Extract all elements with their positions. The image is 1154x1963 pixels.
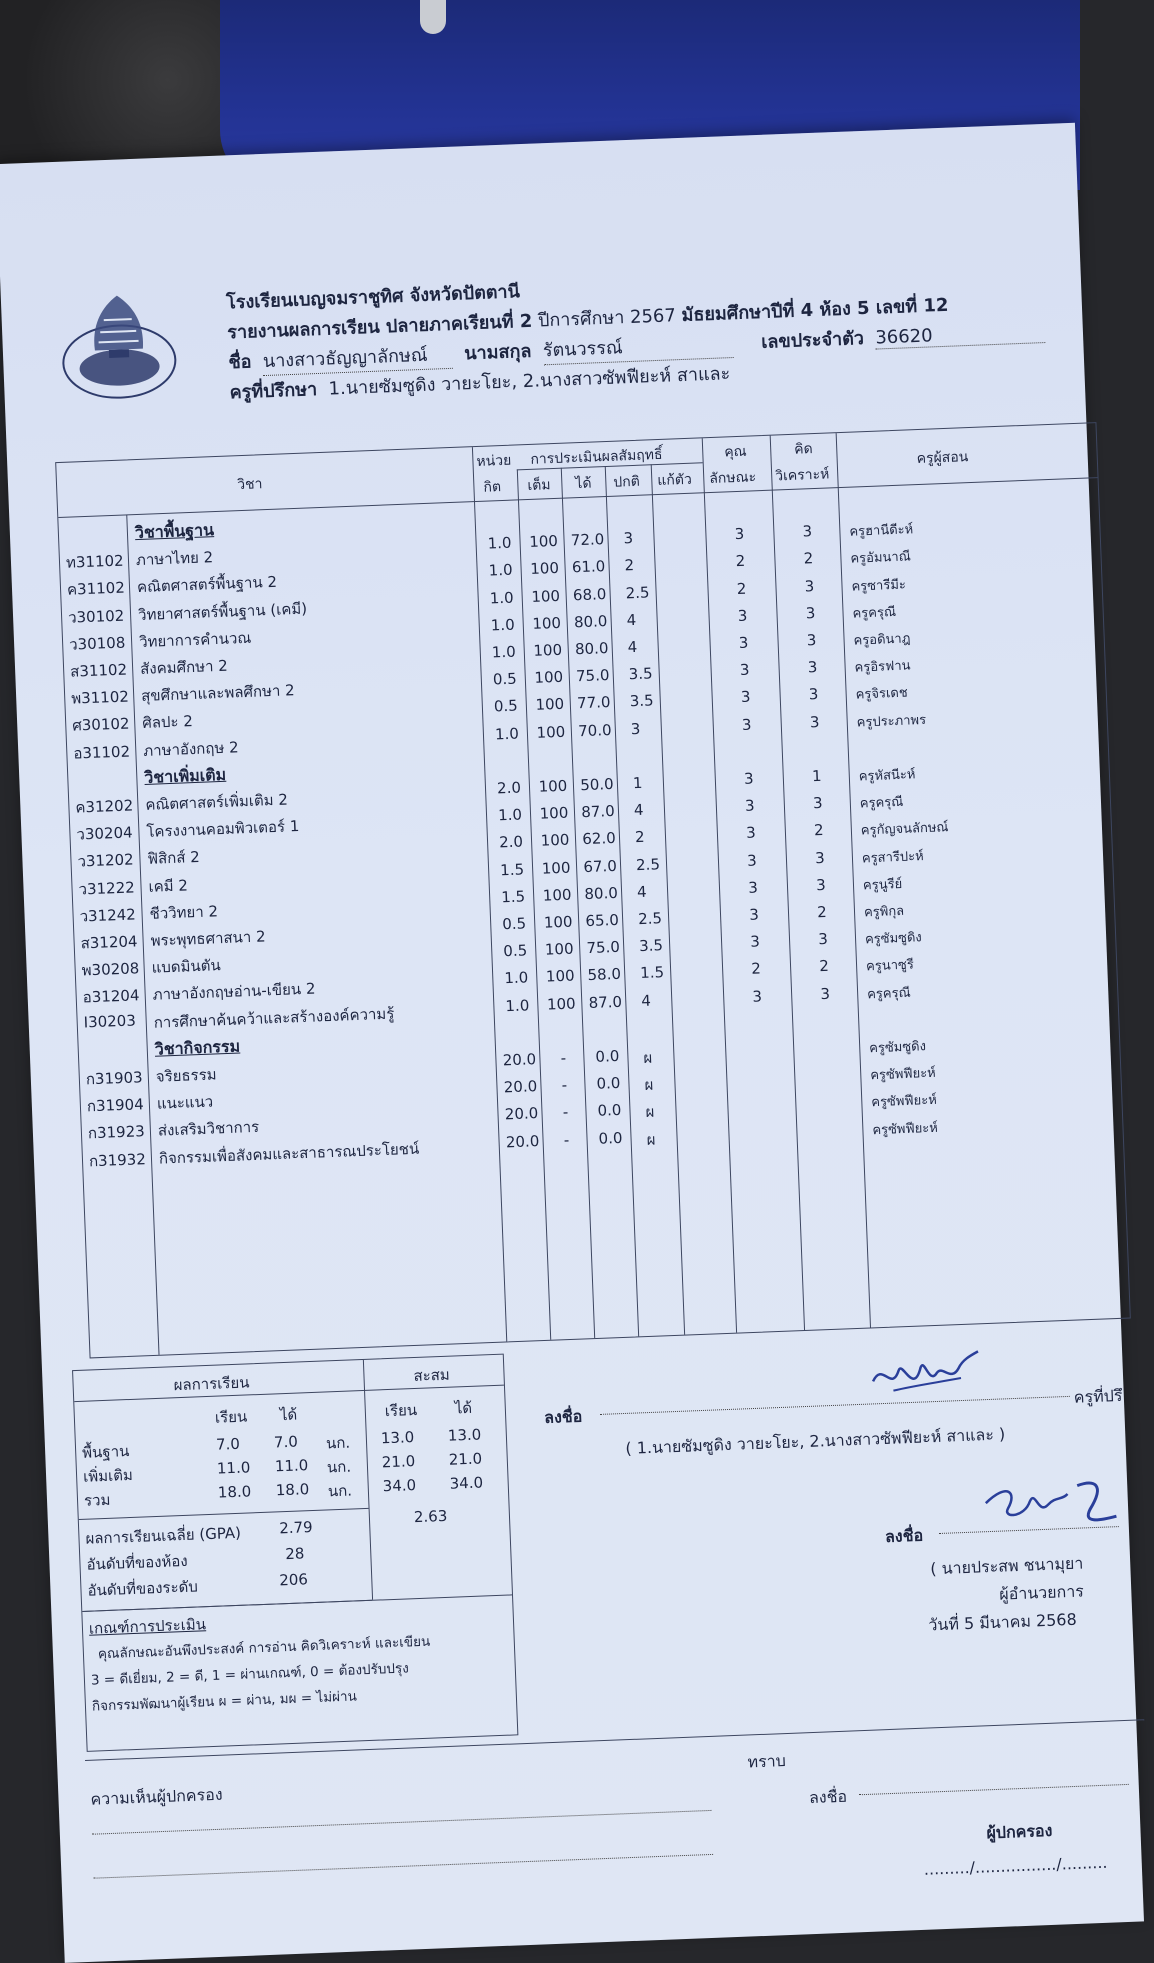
grade: ผ: [644, 1075, 654, 1095]
criteria-line1: คุณลักษณะอันพึงประสงค์ การอ่าน คิดวิเคราะห์ และเขียน: [97, 1633, 431, 1663]
header-assessment: การประเมินผลสัมฤทธิ์: [530, 446, 663, 468]
summary-col-got: ได้: [279, 1405, 298, 1425]
subject-name: วิทยาศาสตร์พื้นฐาน (เคมี): [137, 599, 308, 624]
quality-score: 3: [747, 878, 759, 897]
teacher-name: ครูนูรีย์: [862, 876, 903, 894]
credit-units: 1.0: [504, 968, 529, 988]
score: 77.0: [576, 693, 611, 713]
subject-code: ว31222: [78, 877, 136, 899]
subject-name: โครงงานคอมพิวเตอร์ 1: [146, 817, 300, 842]
subject-code: ก31932: [88, 1149, 147, 1170]
header-normal: ปกติ: [613, 473, 641, 491]
subject-name: คณิตศาสตร์เพิ่มเติม 2: [145, 790, 289, 814]
score: 75.0: [586, 938, 621, 958]
credit-units: 0.5: [503, 941, 528, 961]
summary-col-acc-study: เรียน: [384, 1400, 418, 1421]
teacher-name: ครูซัพฟียะห์: [872, 1120, 939, 1138]
grade: 3: [623, 529, 634, 548]
score: 80.0: [573, 611, 608, 632]
score: 58.0: [587, 965, 622, 985]
subject-code: ค31202: [75, 796, 134, 817]
analyze-score: 3: [812, 794, 823, 813]
credit-units: 1.0: [497, 805, 523, 825]
header-unit-bottom: กิต: [483, 479, 502, 496]
teacher-name: ครูซัพฟียะห์: [871, 1093, 938, 1111]
subject-code: ก31903: [85, 1068, 144, 1089]
summary-acc-got: 34.0: [449, 1473, 484, 1493]
teacher-name: ครูสารีปะห์: [861, 848, 924, 867]
rank-room-label: อันดับที่ของห้อง: [86, 1551, 189, 1574]
credit-units: 20.0: [503, 1077, 538, 1097]
subject-code: อ31102: [73, 742, 131, 763]
parent-opinion-line1: [92, 1810, 712, 1835]
teacher-name: ครูครุณี: [852, 604, 897, 622]
name-label: ชื่อ: [228, 351, 252, 374]
summary-col-acc-got: ได้: [454, 1398, 473, 1418]
analyze-score: [799, 1038, 855, 1040]
parent-role: ผู้ปกครอง: [986, 1820, 1053, 1843]
subject-code: ว30102: [67, 606, 125, 627]
teacher-name: ครูซัมซูดิง: [869, 1039, 927, 1057]
director-handwritten-signature: [977, 1468, 1120, 1543]
teacher-name: ครูครุณี: [859, 795, 904, 812]
grade: 2.5: [625, 583, 650, 602]
full-score: 100: [538, 776, 568, 796]
quality-score: 3: [740, 688, 751, 707]
teacher-name: ครูนาซูรี: [865, 957, 915, 975]
analyze-score: [801, 1092, 857, 1094]
header-subject: วิชา: [236, 476, 263, 494]
header-full: เต็ม: [527, 477, 551, 495]
student-surname: รัตนวรรณ์: [542, 328, 733, 365]
summary-study: 18.0: [217, 1482, 252, 1502]
teacher-name: ครูอิรฟาน: [854, 658, 911, 676]
gpa-value: 2.79: [278, 1518, 313, 1538]
credit-units: 1.0: [487, 533, 512, 553]
analyze-score: [802, 1119, 858, 1121]
credit-units: 2.0: [498, 832, 524, 852]
header-revised: แก้ตัว: [657, 471, 693, 490]
header-got: ได้: [575, 475, 592, 493]
subject-name: คณิตศาสตร์พื้นฐาน 2: [136, 573, 278, 597]
teacher-name: ครูประภาพร: [856, 712, 927, 731]
score: 80.0: [574, 639, 609, 659]
full-score: 100: [543, 912, 573, 932]
director-role: ผู้อำนวยการ: [998, 1581, 1085, 1604]
quality-score: 3: [737, 606, 748, 625]
subject-name: แบดมินตัน: [151, 956, 222, 977]
grade: 4: [633, 800, 644, 820]
subject-code: อ31204: [82, 986, 140, 1007]
full-score: 100: [546, 994, 576, 1014]
summary-got: 11.0: [274, 1456, 309, 1476]
analyze-score: 3: [802, 522, 813, 541]
grade: ผ: [645, 1103, 655, 1122]
header-analyze-top: คิด: [793, 441, 814, 458]
credit-units: 1.0: [494, 724, 520, 744]
summary-row-label: รวม: [83, 1490, 111, 1510]
subject-name: ภาษาอังกฤษอ่าน-เขียน 2: [152, 979, 316, 1005]
score: 0.0: [595, 1046, 620, 1066]
full-score: 100: [535, 695, 565, 715]
summary-unit: นก.: [326, 1457, 352, 1477]
subject-code: ส31102: [69, 660, 128, 681]
score: 67.0: [583, 856, 618, 876]
analyze-score: 3: [807, 658, 818, 677]
summary-study: 11.0: [216, 1458, 251, 1478]
teacher-name: ครูพิกุล: [863, 903, 905, 921]
analyze-score: [800, 1065, 856, 1067]
full-score: 100: [534, 667, 564, 688]
grade: 4: [627, 637, 638, 657]
credit-units: 1.0: [489, 588, 514, 608]
student-name: นางสาวธัญญาลักษณ์: [262, 339, 453, 376]
advisor-sign-label: ลงชื่อ: [543, 1406, 583, 1428]
subject-name: กิจกรรมเพื่อสังคมและสาธารณประโยชน์: [158, 1139, 420, 1168]
score: 87.0: [580, 802, 616, 822]
section-title: วิชาพื้นฐาน: [134, 520, 215, 543]
summary-unit: นก.: [325, 1433, 351, 1453]
subject-code: พ31102: [70, 687, 130, 708]
criteria-title: เกณฑ์การประเมิน: [88, 1615, 207, 1638]
criteria-line3: กิจกรรมพัฒนาผู้เรียน ผ = ผ่าน, มผ = ไม่ผ่าน: [91, 1688, 358, 1715]
school-emblem-icon: [57, 287, 181, 408]
subject-name: ภาษาอังกฤษ 2: [142, 737, 239, 760]
full-score: 100: [545, 966, 575, 987]
full-score: 100: [533, 640, 563, 660]
analyze-score: 3: [806, 631, 817, 650]
credit-units: 2.0: [496, 778, 522, 798]
quality-score: 3: [745, 823, 757, 843]
full-score: 100: [532, 613, 562, 633]
subject-name: ศิลปะ 2: [141, 712, 194, 733]
summary-row-label: พื้นฐาน: [81, 1442, 130, 1462]
score: 0.0: [597, 1101, 622, 1121]
summary-title-result: ผลการเรียน: [173, 1373, 250, 1395]
subject-code: ก31904: [86, 1095, 145, 1116]
advisor-names: 1.นายซัมซูดิง วายะโยะ, 2.นางสาวซัพฟียะห์ สาและ: [328, 363, 731, 400]
summary-row-label: เพิ่มเติม: [82, 1465, 134, 1486]
quality-score: 3: [746, 851, 758, 870]
header-quality-top: คุณ: [723, 443, 747, 461]
grade: 4: [640, 991, 652, 1010]
score: 68.0: [572, 584, 607, 604]
criteria-line2: 3 = ดีเยี่ยม, 2 = ดี, 1 = ผ่านเกณฑ์, 0 = ต้องปรับปรุง: [90, 1660, 410, 1689]
director-name: ( นายประสพ ชนามุยา: [929, 1553, 1084, 1579]
summary-acc-got: 13.0: [447, 1425, 482, 1445]
quality-score: 3: [749, 932, 761, 951]
grade: 3: [630, 719, 641, 738]
summary-acc-study: 21.0: [381, 1452, 416, 1472]
credit-units: 1.5: [500, 887, 526, 907]
analyze-score: 2: [816, 902, 828, 922]
quality-score: [732, 1068, 788, 1070]
teacher-name: ครูฮานีดีะห์: [849, 522, 914, 540]
score: 70.0: [577, 720, 612, 740]
section-title: วิชากิจกรรม: [154, 1036, 241, 1059]
analyze-score: 2: [818, 957, 830, 976]
full-score: 100: [536, 722, 566, 742]
score: 61.0: [571, 557, 606, 577]
grade: 1: [632, 773, 643, 793]
subject-name: การศึกษาค้นคว้าและสร้างองค์ความรู้: [153, 1004, 395, 1032]
section-title: วิชาเพิ่มเติม: [143, 764, 227, 787]
score: 65.0: [585, 910, 620, 931]
parent-sign-line: [859, 1784, 1129, 1795]
parent-date-blank: ........./................/.........: [923, 1852, 1108, 1879]
director-sign-label: ลงชื่อ: [884, 1525, 924, 1547]
teacher-name: ครูซัมซูดิง: [864, 930, 923, 948]
id-label: เลขประจำตัว: [760, 328, 865, 353]
report-date: วันที่ 5 มีนาคม 2568: [928, 1609, 1078, 1635]
subject-name: ภาษาไทย 2: [135, 548, 214, 570]
header-analyze-bottom: วิเคราะห์: [774, 466, 830, 485]
subject-name: สังคมศึกษา 2: [139, 656, 229, 679]
analyze-score: 3: [817, 930, 829, 949]
analyze-score: 3: [809, 712, 820, 731]
score: 80.0: [584, 883, 619, 903]
summary-got: 18.0: [275, 1480, 310, 1500]
advisor-sign-line: [600, 1396, 1070, 1415]
score: 50.0: [579, 774, 614, 795]
summary-unit: นก.: [327, 1481, 353, 1501]
analyze-score: 1: [811, 766, 822, 786]
teacher-name: ครูอัมนาณี: [850, 549, 912, 568]
subject-name: ฟิสิกส์ 2: [147, 848, 201, 869]
grade: 2: [624, 556, 635, 575]
full-score: 100: [541, 858, 571, 878]
quality-score: 3: [734, 524, 745, 544]
subject-code: ว31202: [77, 850, 134, 871]
advisor-handwritten-signature: [862, 1337, 985, 1412]
credit-units: 1.0: [490, 615, 516, 635]
summary-got: 7.0: [273, 1432, 299, 1452]
quality-score: 3: [739, 660, 750, 680]
parent-opinion-line2: [94, 1854, 714, 1879]
teacher-name: ครูหัสนีะห์: [858, 767, 916, 785]
teacher-name: ครูกัญจนลักษณ์: [860, 820, 949, 839]
quality-score: 3: [743, 769, 754, 788]
subject-code: ท31102: [65, 551, 124, 572]
report-title-prefix: รายงานผลการเรียน ปลายภาคเรียนที่ 2: [226, 310, 533, 344]
grade-info: มัธยมศึกษาปีที่ 4 ห้อง 5 เลขที่ 12: [681, 294, 949, 326]
grade: 3.5: [638, 936, 664, 956]
quality-score: 3: [748, 905, 760, 924]
advisor-sign-names: ( 1.นายซัมซูดิง วายะโยะ, 2.นางสาวซัพฟียะห์ สาและ ): [625, 1424, 1006, 1458]
credit-units: 20.0: [504, 1104, 539, 1124]
subject-code: ส31204: [80, 932, 138, 953]
parent-sign-label: ลงชื่อ: [808, 1786, 848, 1808]
score: 75.0: [575, 666, 610, 686]
summary-acc-got: 21.0: [448, 1449, 483, 1469]
quality-score: 3: [738, 633, 749, 653]
grade: ผ: [643, 1048, 653, 1067]
grade: 1.5: [639, 963, 665, 983]
full-score: 100: [528, 532, 559, 552]
grade: 2.5: [635, 854, 661, 874]
analyze-score: 3: [815, 875, 827, 895]
subject-code: ว31242: [79, 905, 137, 926]
summary-acc-study: 34.0: [382, 1476, 417, 1496]
rank-level-value: 206: [278, 1570, 309, 1590]
subject-name: เคมี 2: [148, 875, 189, 896]
quality-score: [733, 1095, 789, 1097]
teacher-name: ครูอดินาฎ: [853, 631, 911, 649]
score: 0.0: [596, 1074, 621, 1093]
subject-name: จริยธรรม: [155, 1065, 217, 1086]
teacher-name: ครูซารีมีะ: [851, 577, 907, 595]
credit-units: 1.0: [505, 995, 530, 1015]
acknowledged-label: ทราบ: [747, 1751, 787, 1772]
subject-name: วิทยาการคำนวณ: [138, 628, 252, 651]
credit-units: 0.5: [492, 669, 518, 689]
full-score: 100: [542, 885, 572, 905]
subject-name: สุขศึกษาและพลศึกษา 2: [140, 681, 296, 706]
full-score: 100: [540, 831, 570, 851]
subject-code: ก31923: [87, 1122, 146, 1143]
summary-acc-study: 13.0: [380, 1428, 415, 1448]
quality-score: [731, 1040, 787, 1042]
advisor-label: ครูที่ปรึกษา: [229, 379, 318, 404]
analyze-score: 3: [804, 576, 815, 596]
analyze-score: 2: [813, 821, 824, 840]
full-score: 100: [539, 803, 569, 823]
summary-study: 7.0: [215, 1434, 241, 1454]
grade: 4: [626, 610, 637, 630]
full-score: -: [563, 1130, 570, 1149]
grade: 3.5: [629, 691, 654, 711]
grade: 3.5: [628, 664, 653, 684]
quality-score: [734, 1122, 790, 1124]
full-score: -: [561, 1076, 568, 1095]
report-card-paper: [0, 123, 1144, 1963]
credit-units: 20.0: [502, 1050, 537, 1070]
analyze-score: 2: [803, 549, 814, 568]
quality-score: 2: [751, 959, 762, 979]
subject-code: ว30204: [76, 823, 133, 844]
full-score: -: [562, 1103, 569, 1122]
quality-score: 3: [744, 796, 755, 816]
score: 87.0: [588, 992, 623, 1012]
summary-col-study: เรียน: [214, 1407, 248, 1427]
grade: 4: [636, 882, 647, 901]
subject-code: พ30208: [81, 959, 140, 980]
report-year: ปีการศึกษา 2567: [537, 305, 677, 332]
teacher-name: ครูจิรเดช: [855, 685, 908, 703]
gpa-accum-value: 2.63: [413, 1506, 448, 1527]
grades-table: [55, 422, 1131, 1358]
credit-units: 1.0: [491, 642, 517, 662]
full-score: 100: [529, 559, 560, 579]
rank-room-value: 28: [284, 1544, 305, 1564]
quality-score: 3: [752, 986, 763, 1006]
subject-name: พระพุทธศาสนา 2: [150, 927, 266, 950]
credit-units: 20.0: [505, 1131, 540, 1151]
score: 0.0: [598, 1128, 623, 1148]
grade: ผ: [646, 1130, 656, 1149]
score: 72.0: [570, 530, 605, 550]
quality-score: 3: [741, 715, 752, 734]
credit-units: 1.0: [488, 561, 513, 580]
summary-box: [72, 1354, 518, 1752]
subject-code: I30203: [83, 1011, 137, 1032]
header-teacher: ครูผู้สอน: [916, 449, 969, 468]
analyze-score: 3: [808, 685, 819, 704]
credit-units: 0.5: [493, 696, 519, 716]
background-metal-clip: [420, 0, 446, 34]
subject-name: ส่งเสริมวิชาการ: [157, 1118, 260, 1141]
subject-code: ศ30102: [71, 714, 130, 736]
surname-label: นามสกุล: [463, 340, 532, 365]
grade: 2.5: [637, 909, 663, 929]
grade: 2: [634, 828, 645, 847]
subject-name: ชีววิทยา 2: [149, 902, 219, 923]
credit-units: 1.5: [499, 860, 525, 879]
teacher-name: ครูครุณี: [866, 985, 911, 1002]
subject-code: ค31102: [66, 578, 126, 600]
score: 62.0: [582, 829, 617, 849]
subject-name: แนะแนว: [156, 1092, 214, 1113]
quality-score: 2: [735, 552, 746, 571]
full-score: 100: [531, 586, 561, 606]
teacher-name: ครูซัพฟียะห์: [870, 1065, 937, 1084]
student-id: 36620: [875, 321, 1046, 350]
school-name: โรงเรียนเบญจมราชูทิศ จังหวัดปัตตานี: [225, 281, 521, 314]
analyze-score: 3: [805, 603, 816, 623]
rank-level-label: อันดับที่ของระดับ: [87, 1577, 199, 1600]
analyze-score: 3: [814, 848, 826, 867]
header-quality-bottom: ลักษณะ: [708, 469, 757, 488]
credit-units: 0.5: [501, 914, 527, 934]
advisor-role: ครูที่ปรึ: [1073, 1385, 1123, 1407]
summary-title-accum: สะสม: [413, 1365, 451, 1386]
subject-code: ว30108: [68, 633, 126, 654]
gpa-label: ผลการเรียนเฉลี่ย (GPA): [85, 1523, 242, 1548]
header-unit-top: หน่วย: [476, 452, 512, 470]
quality-score: 2: [736, 579, 747, 598]
full-score: -: [560, 1048, 567, 1068]
parent-opinion-label: ความเห็นผู้ปกครอง: [90, 1784, 223, 1809]
analyze-score: 3: [820, 984, 831, 1003]
full-score: 100: [544, 939, 574, 959]
